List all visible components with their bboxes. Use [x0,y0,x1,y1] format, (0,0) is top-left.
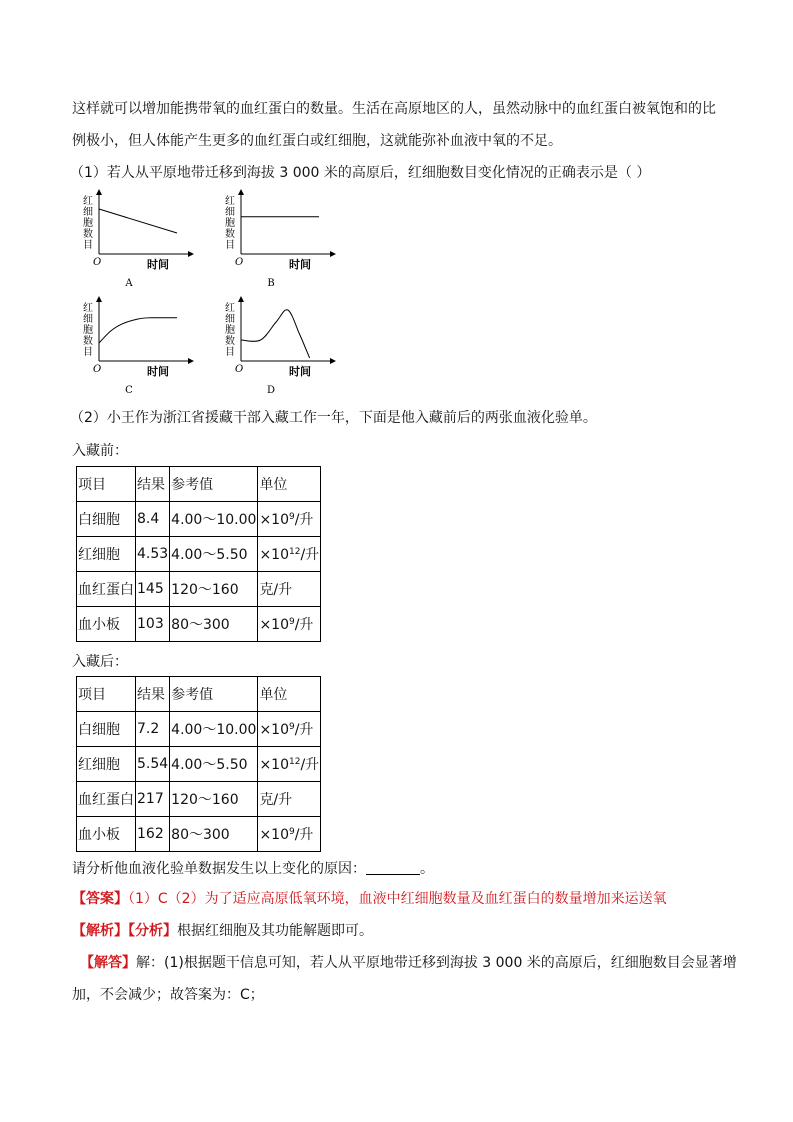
table-row [77,502,321,537]
table-cell: 120～160 [170,572,258,607]
lab-table-after [76,676,321,852]
solution-line-1 [80,952,737,974]
table-cell: 8.4 [136,502,170,537]
y-axis-label-char: 胞 [225,218,235,229]
table-row [77,607,321,642]
header-cell: 参考值 [170,677,258,712]
y-axis-label-char: 目 [83,240,93,251]
table-cell: 血小板 [77,817,136,852]
y-axis-label-char: 红 [83,196,93,207]
table-header-row [77,467,321,502]
header-cell: 单位 [258,467,321,502]
answer-label: 【答案】 [72,891,128,907]
after-title: 入藏后： [72,654,128,670]
x-axis-label: 时间 [147,258,169,271]
y-axis-label-char: 胞 [225,325,235,336]
table-cell: 7.2 [136,712,170,747]
x-axis-label: 时间 [289,365,311,378]
header-cell: 参考值 [170,467,258,502]
option-label: B [267,278,275,289]
series-line-C [99,318,177,343]
table-cell: 217 [136,782,170,817]
y-axis-label-char: 数 [225,229,235,240]
table-cell: 145 [136,572,170,607]
analysis-label: 【解析】【分析】 [72,923,177,939]
table-row [77,747,321,782]
x-axis-label: 时间 [147,365,169,378]
option-label: C [125,385,133,396]
option-label: D [266,385,276,396]
y-axis-label-char: 胞 [83,325,93,336]
y-axis-label-char: 红 [225,196,235,207]
y-axis-label-char: 目 [225,347,235,358]
y-axis-label-char: 数 [83,336,93,347]
y-axis-label-char: 细 [83,207,93,218]
analysis-prompt [72,858,722,880]
table-cell: 红细胞 [77,747,136,782]
table-cell: 白细胞 [77,502,136,537]
unit-cell: 克/升 [258,572,321,607]
prompt-end: 。 [420,861,434,877]
y-axis-label-char: 红 [225,303,235,314]
y-axis-label-char: 数 [83,229,93,240]
intro-line-1: 这样就可以增加能携带氧的血红蛋白的数量。生活在高原地区的人，虽然动脉中的血红蛋白被氧饱和的比 [72,101,716,117]
table-cell: 80～300 [170,607,258,642]
before-title: 入藏前： [72,443,128,459]
y-axis-label-char: 胞 [83,218,93,229]
answer-line [72,888,722,910]
table-header-row [77,677,321,712]
origin-label: O [93,257,102,268]
unit-cell: $\times 10^9/$升 [258,712,321,747]
table-row [77,782,321,817]
prompt-text: 请分析他血液化验单数据发生以上变化的原因： [72,861,366,877]
table-cell: 162 [136,817,170,852]
origin-label: O [235,364,244,375]
table-row [77,712,321,747]
graph-options [0,0,793,400]
unit-cell: $\times 10^{12}/$升 [258,747,321,782]
y-axis-label-char: 细 [83,314,93,325]
unit-cell: $\times 10^9/$升 [258,817,321,852]
unit-cell: $\times 10^{12}/$升 [258,537,321,572]
y-axis-label-char: 红 [83,303,93,314]
table-cell: 白细胞 [77,712,136,747]
analysis-line [72,920,722,942]
y-axis-label-char: 细 [225,207,235,218]
table-cell: 血红蛋白 [77,782,136,817]
table-cell: 4.00～10.00 [170,712,258,747]
table-row [77,572,321,607]
series-line-A [99,209,177,233]
question-1: （1）若人从平原地带迁移到海拔 3 000 米的高原后，红细胞数目变化情况的正确表示是（ ） [70,165,651,181]
table-cell: 5.54 [136,747,170,782]
table-cell: 120～160 [170,782,258,817]
answer-text: （1）C（2）为了适应高原低氧环境，血液中红细胞数量及血红蛋白的数量增加来运送氧 [128,891,667,907]
header-cell: 单位 [258,677,321,712]
table-cell: 4.00～5.50 [170,537,258,572]
header-cell: 结果 [136,677,170,712]
table-cell: 血小板 [77,607,136,642]
intro-line-2: 例极小，但人体能产生更多的血红蛋白或红细胞，这就能弥补血液中氧的不足。 [72,133,562,149]
table-row [77,817,321,852]
table-cell: 4.53 [136,537,170,572]
table-row [77,537,321,572]
y-axis-label-char: 目 [225,240,235,251]
header-cell: 项目 [77,467,136,502]
table-cell: 4.00～10.00 [170,502,258,537]
solution-label: 【解答】 [80,955,136,971]
solution-text-1: 解：(1)根据题干信息可知，若人从平原地带迁移到海拔 3 000 米的高原后，红细胞数目会显著增 [136,955,737,971]
y-axis-label-char: 细 [225,314,235,325]
y-axis-label-char: 数 [225,336,235,347]
table-cell: 4.00～5.50 [170,747,258,782]
unit-cell: $\times 10^9/$升 [258,502,321,537]
origin-label: O [93,364,102,375]
header-cell: 项目 [77,677,136,712]
series-line-D [241,310,310,358]
solution-line-2: 加，不会减少；故答案为：C； [72,987,264,1003]
unit-cell: 克/升 [258,782,321,817]
header-cell: 结果 [136,467,170,502]
option-label: A [125,278,133,289]
table-cell: 血红蛋白 [77,572,136,607]
answer-blank [366,860,420,875]
question-2: （2）小王作为浙江省援藏干部入藏工作一年，下面是他入藏前后的两张血液化验单。 [70,410,597,426]
y-axis-label-char: 目 [83,347,93,358]
analysis-text: 根据红细胞及其功能解题即可。 [177,923,373,939]
table-cell: 80～300 [170,817,258,852]
origin-label: O [235,257,244,268]
table-cell: 103 [136,607,170,642]
table-cell: 红细胞 [77,537,136,572]
lab-table-before [76,466,321,642]
x-axis-label: 时间 [289,258,311,271]
unit-cell: $\times 10^9/$升 [258,607,321,642]
